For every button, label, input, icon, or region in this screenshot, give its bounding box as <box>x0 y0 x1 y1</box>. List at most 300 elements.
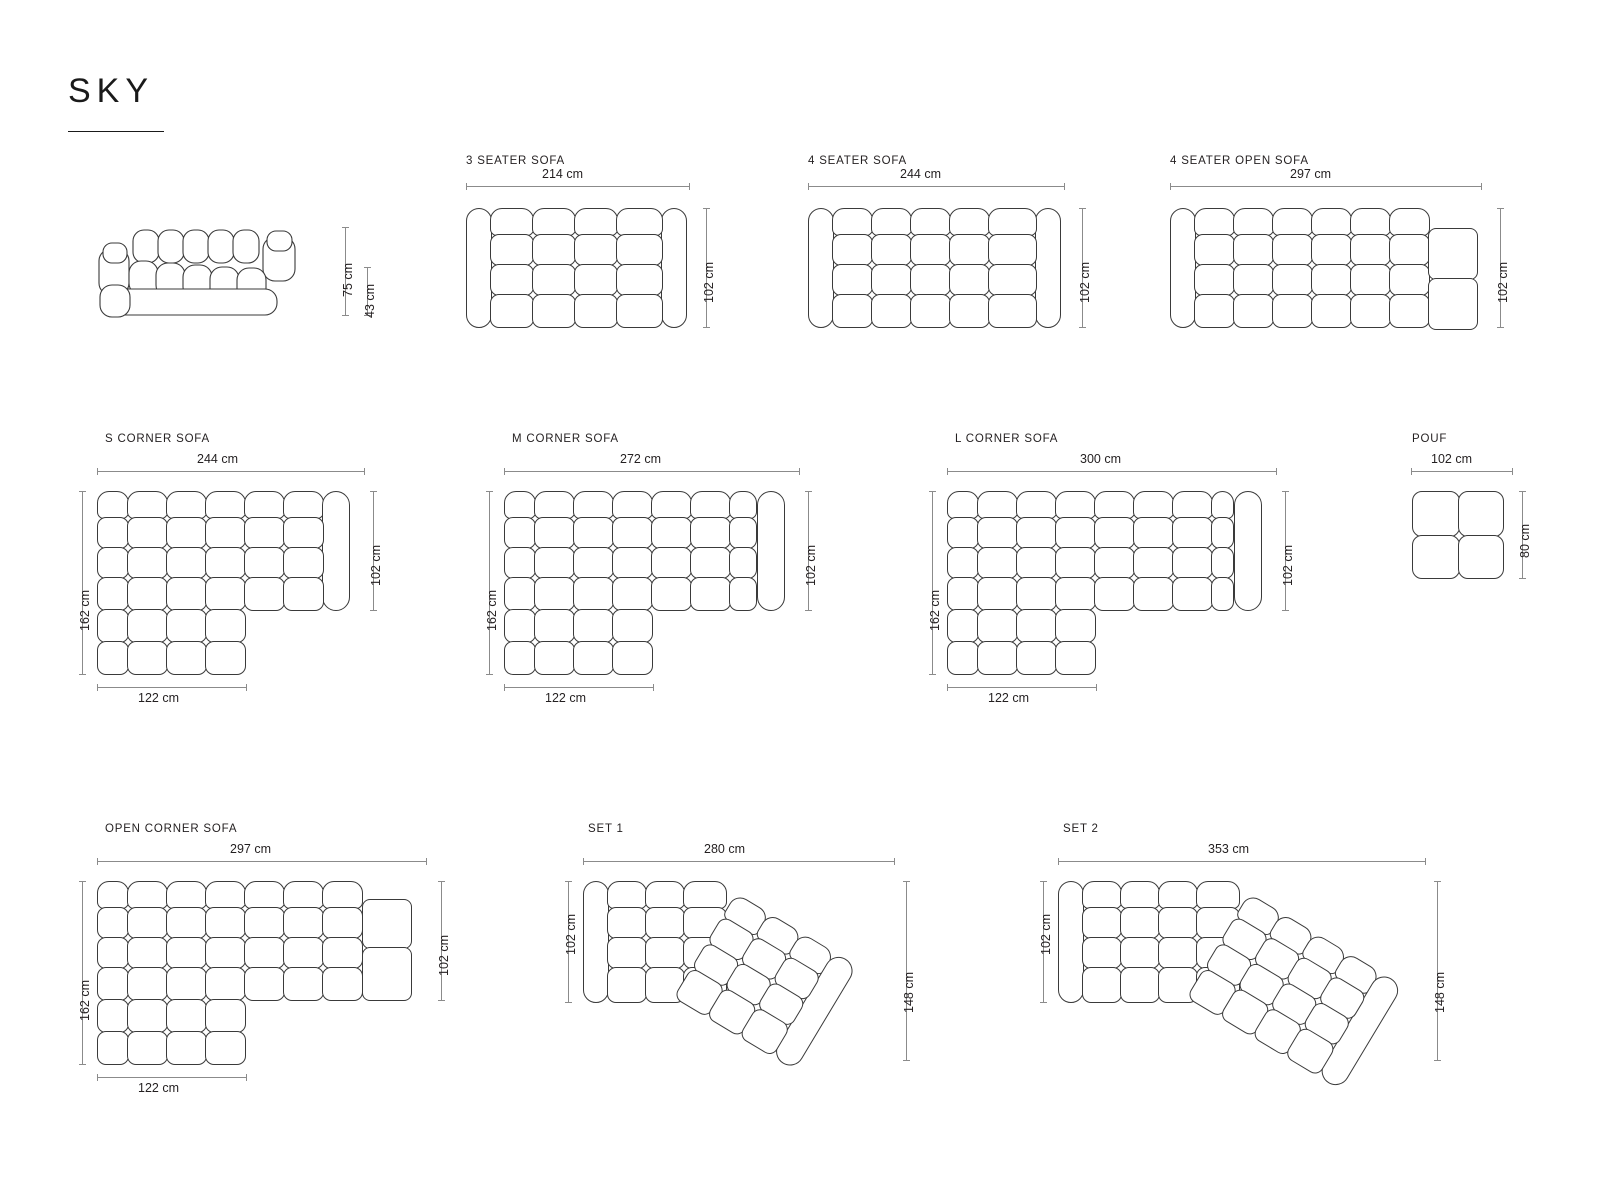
dim-value-width: 300 cm <box>1080 452 1121 466</box>
label-set-1: SET 1 <box>588 823 624 835</box>
seat-cushion <box>574 264 618 296</box>
back-cushion <box>574 208 618 236</box>
seat-cushion <box>490 294 534 328</box>
dim-line-depth-right <box>906 881 907 1061</box>
arm-left <box>1170 208 1196 328</box>
arm-right <box>661 208 687 328</box>
seat-cushion <box>283 577 324 611</box>
seat-cushion <box>244 547 285 579</box>
pouf-cushion <box>1458 491 1504 537</box>
dim-tick <box>370 610 377 611</box>
perspective-sofa <box>95 225 377 335</box>
seat-cushion <box>1120 907 1160 939</box>
dim-value-depth-right: 102 cm <box>437 935 451 976</box>
back-cushion <box>244 491 285 519</box>
dim-tick <box>703 327 710 328</box>
seat-cushion <box>690 547 731 579</box>
dim-line-bottom-width <box>97 687 247 688</box>
dim-tick <box>364 267 371 268</box>
seat-cushion <box>947 641 979 675</box>
dim-tick <box>1096 684 1097 691</box>
plan-4-seater <box>808 208 1061 328</box>
label-4-seater-sofa: 4 SEATER SOFA <box>808 155 908 167</box>
open-end-module <box>1428 228 1478 280</box>
seat-cushion <box>244 577 285 611</box>
back-cushion <box>532 208 576 236</box>
seat-cushion <box>910 234 951 266</box>
dim-value-width: 353 cm <box>1208 842 1249 856</box>
seat-cushion <box>977 547 1018 579</box>
dim-tick <box>1040 1002 1047 1003</box>
dim-tick <box>370 491 377 492</box>
seat-cushion <box>1094 577 1135 611</box>
seat-cushion <box>244 517 285 549</box>
dim-value-depth: 102 cm <box>702 262 716 303</box>
label-s-corner-sofa: S CORNER SOFA <box>105 433 210 445</box>
dim-value-depth-left: 102 cm <box>564 914 578 955</box>
dim-tick <box>438 1000 445 1001</box>
dim-tick <box>486 674 493 675</box>
dim-line-width <box>504 471 800 472</box>
seat-cushion <box>1133 577 1174 611</box>
dim-tick <box>1282 610 1289 611</box>
seat-cushion <box>127 937 168 969</box>
seat-cushion <box>1158 937 1198 969</box>
dim-tick <box>1276 468 1277 475</box>
seat-cushion <box>1272 234 1313 266</box>
seat-cushion <box>1211 577 1234 611</box>
dim-value-depth-left: 162 cm <box>928 590 942 631</box>
dim-line-depth-left <box>82 491 83 675</box>
dim-line-width <box>1170 186 1482 187</box>
dim-tick <box>1058 858 1059 865</box>
back-cushion <box>645 881 685 909</box>
seat-cushion <box>283 937 324 969</box>
seat-cushion <box>1350 294 1391 328</box>
dim-line-width <box>808 186 1065 187</box>
dim-tick <box>1512 468 1513 475</box>
back-cushion <box>1233 208 1274 236</box>
dim-tick <box>805 491 812 492</box>
dim-tick <box>653 684 654 691</box>
seat-cushion <box>949 294 990 328</box>
seat-cushion <box>947 517 979 549</box>
seat-cushion <box>504 517 536 549</box>
dim-tick <box>1170 183 1171 190</box>
seat-cushion <box>490 264 534 296</box>
seat-cushion <box>1311 264 1352 296</box>
arm-left <box>466 208 492 328</box>
dim-line-width <box>97 861 427 862</box>
seat-cushion <box>97 907 129 939</box>
seat-cushion <box>871 264 912 296</box>
plan-4-seater-open <box>1170 208 1478 328</box>
back-cushion <box>205 881 246 909</box>
arm-left <box>1058 881 1084 1003</box>
seat-cushion <box>612 609 653 643</box>
seat-cushion <box>988 294 1037 328</box>
dim-value-width: 244 cm <box>197 452 238 466</box>
seat-cushion <box>1389 264 1430 296</box>
dim-tick <box>1519 578 1526 579</box>
seat-cushion <box>729 517 757 549</box>
seat-cushion <box>871 294 912 328</box>
seat-cushion <box>504 547 536 579</box>
seat-cushion <box>1233 234 1274 266</box>
dim-value-depth: 102 cm <box>1078 262 1092 303</box>
dim-value-width: 214 cm <box>542 167 583 181</box>
dim-value-width: 102 cm <box>1431 452 1472 466</box>
dim-tick <box>903 1060 910 1061</box>
title-underline <box>68 131 164 132</box>
dim-value-bottom-width: 122 cm <box>138 1081 179 1095</box>
seat-cushion <box>205 641 246 675</box>
seat-cushion <box>573 641 614 675</box>
plan-m-corner <box>504 491 785 686</box>
seat-cushion <box>1055 517 1096 549</box>
arm-right <box>1035 208 1061 328</box>
seat-cushion <box>127 517 168 549</box>
seat-cushion <box>534 577 575 611</box>
seat-cushion <box>612 547 653 579</box>
open-end-module <box>362 947 412 1001</box>
seat-cushion <box>1194 264 1235 296</box>
seat-cushion <box>322 967 363 1001</box>
label-set-2: SET 2 <box>1063 823 1099 835</box>
back-cushion <box>166 881 207 909</box>
plan-l-corner <box>947 491 1262 686</box>
back-cushion <box>1196 881 1240 909</box>
seat-cushion <box>910 264 951 296</box>
seat-cushion <box>1055 547 1096 579</box>
dim-value-depth-left: 102 cm <box>1039 914 1053 955</box>
back-cushion <box>283 491 324 519</box>
seat-cushion <box>574 294 618 328</box>
open-end-module <box>362 899 412 949</box>
seat-cushion <box>1094 517 1135 549</box>
seat-cushion <box>1272 294 1313 328</box>
back-cushion <box>205 491 246 519</box>
dim-tick <box>808 183 809 190</box>
dim-value-width: 280 cm <box>704 842 745 856</box>
plan-s-corner <box>97 491 350 686</box>
dim-value-width: 297 cm <box>1290 167 1331 181</box>
arm-right <box>322 491 350 611</box>
seat-cushion <box>616 294 663 328</box>
seat-cushion <box>166 937 207 969</box>
seat-cushion <box>651 577 692 611</box>
dim-tick <box>97 858 98 865</box>
dim-tick <box>565 1002 572 1003</box>
back-cushion <box>871 208 912 236</box>
arm-left <box>808 208 834 328</box>
seat-cushion <box>322 937 363 969</box>
dim-tick <box>1079 208 1086 209</box>
seat-cushion <box>1016 517 1057 549</box>
seat-cushion <box>532 294 576 328</box>
seat-cushion <box>127 641 168 675</box>
seat-cushion <box>166 999 207 1033</box>
back-cushion <box>1133 491 1174 519</box>
dim-value-depth: 102 cm <box>1496 262 1510 303</box>
pouf-cushion <box>1458 535 1504 579</box>
dim-value-bottom-width: 122 cm <box>988 691 1029 705</box>
dim-line-width <box>583 861 895 862</box>
label-m-corner-sofa: M CORNER SOFA <box>512 433 619 445</box>
seat-cushion <box>616 234 663 266</box>
back-cushion <box>283 881 324 909</box>
seat-cushion <box>645 907 685 939</box>
seat-cushion <box>1082 967 1122 1003</box>
seat-cushion <box>1055 577 1096 611</box>
dim-tick <box>1411 468 1412 475</box>
label-l-corner-sofa: L CORNER SOFA <box>955 433 1059 445</box>
seat-cushion <box>651 547 692 579</box>
back-cushion <box>729 491 757 519</box>
seat-cushion <box>573 577 614 611</box>
back-cushion <box>1272 208 1313 236</box>
dim-tick <box>929 491 936 492</box>
label-open-corner-sofa: OPEN CORNER SOFA <box>105 823 238 835</box>
seat-cushion <box>832 234 873 266</box>
dim-tick <box>97 684 98 691</box>
seat-cushion <box>612 577 653 611</box>
seat-cushion <box>205 547 246 579</box>
back-cushion <box>1094 491 1135 519</box>
dim-value-width: 244 cm <box>900 167 941 181</box>
label-pouf: POUF <box>1412 433 1448 445</box>
dim-tick <box>799 468 800 475</box>
dim-value-height: 75 cm <box>341 262 355 297</box>
dim-tick <box>1497 327 1504 328</box>
seat-cushion <box>97 517 129 549</box>
back-cushion <box>504 491 536 519</box>
dim-tick <box>703 208 710 209</box>
seat-cushion <box>534 609 575 643</box>
arm-right <box>757 491 785 611</box>
seat-cushion <box>532 234 576 266</box>
seat-cushion <box>205 937 246 969</box>
back-cushion <box>573 491 614 519</box>
seat-cushion <box>988 234 1037 266</box>
dim-value-bottom-width: 122 cm <box>545 691 586 705</box>
dim-tick <box>97 1074 98 1081</box>
seat-cushion <box>1194 294 1235 328</box>
seat-cushion <box>1172 547 1213 579</box>
seat-cushion <box>166 1031 207 1065</box>
pouf-cushion <box>1412 535 1460 579</box>
dim-tick <box>342 315 349 316</box>
back-cushion <box>977 491 1018 519</box>
dim-tick <box>947 684 948 691</box>
dim-value-depth-left: 162 cm <box>485 590 499 631</box>
seat-cushion <box>612 641 653 675</box>
seat-cushion <box>244 967 285 1001</box>
seat-cushion <box>1311 294 1352 328</box>
dim-value-depth-right: 102 cm <box>1281 545 1295 586</box>
seat-cushion <box>612 517 653 549</box>
seat-cushion <box>573 609 614 643</box>
seat-cushion <box>97 609 129 643</box>
back-cushion <box>1082 881 1122 909</box>
dim-line-depth-left <box>489 491 490 675</box>
dim-line-width <box>466 186 690 187</box>
seat-cushion <box>504 577 536 611</box>
seat-cushion <box>1194 234 1235 266</box>
dim-tick <box>438 881 445 882</box>
seat-cushion <box>1389 294 1430 328</box>
dim-value-depth: 80 cm <box>1518 523 1532 558</box>
seat-cushion <box>127 907 168 939</box>
seat-cushion <box>1311 234 1352 266</box>
dim-value-depth-right: 148 cm <box>902 972 916 1013</box>
dim-tick <box>1434 1060 1441 1061</box>
dim-tick <box>1079 327 1086 328</box>
dim-tick <box>246 684 247 691</box>
back-cushion <box>1194 208 1235 236</box>
label-3-seater-sofa: 3 SEATER SOFA <box>466 155 566 167</box>
back-cushion <box>322 881 363 909</box>
seat-cushion <box>534 517 575 549</box>
back-cushion <box>1311 208 1352 236</box>
seat-cushion <box>504 609 536 643</box>
seat-cushion <box>651 517 692 549</box>
seat-cushion <box>166 577 207 611</box>
dim-value-depth-left: 162 cm <box>78 980 92 1021</box>
seat-cushion <box>1016 577 1057 611</box>
dim-line-bottom-width <box>97 1077 247 1078</box>
dim-tick <box>504 468 505 475</box>
seat-cushion <box>574 234 618 266</box>
dim-tick <box>583 858 584 865</box>
dim-line-width <box>947 471 1277 472</box>
dim-tick <box>1040 881 1047 882</box>
back-cushion <box>1120 881 1160 909</box>
dim-tick <box>903 881 910 882</box>
arm-right <box>1234 491 1262 611</box>
seat-cushion <box>244 907 285 939</box>
seat-cushion <box>690 577 731 611</box>
seat-cushion <box>947 577 979 611</box>
seat-cushion <box>283 547 324 579</box>
seat-cushion <box>949 234 990 266</box>
dim-line-width <box>1411 471 1513 472</box>
seat-cushion <box>1016 547 1057 579</box>
back-cushion <box>244 881 285 909</box>
back-cushion <box>1055 491 1096 519</box>
seat-cushion <box>977 609 1018 643</box>
back-cushion <box>988 208 1037 236</box>
dim-tick <box>79 881 86 882</box>
seat-cushion <box>97 577 129 611</box>
dim-tick <box>426 858 427 865</box>
seat-cushion <box>166 641 207 675</box>
dim-tick <box>894 858 895 865</box>
arm-left <box>583 881 609 1003</box>
seat-cushion <box>1082 937 1122 969</box>
seat-cushion <box>607 937 647 969</box>
seat-cushion <box>573 517 614 549</box>
seat-cushion <box>1172 517 1213 549</box>
back-cushion <box>690 491 731 519</box>
back-cushion <box>97 491 129 519</box>
seat-cushion <box>205 907 246 939</box>
seat-cushion <box>949 264 990 296</box>
seat-cushion <box>97 937 129 969</box>
back-cushion <box>490 208 534 236</box>
dim-tick <box>1519 491 1526 492</box>
back-cushion <box>127 491 168 519</box>
seat-cushion <box>1272 264 1313 296</box>
seat-cushion <box>205 967 246 1001</box>
seat-cushion <box>205 999 246 1033</box>
seat-cushion <box>205 577 246 611</box>
seat-cushion <box>283 517 324 549</box>
dim-tick <box>504 684 505 691</box>
dim-tick <box>466 183 467 190</box>
seat-cushion <box>127 967 168 1001</box>
seat-cushion <box>1211 547 1234 579</box>
seat-cushion <box>166 967 207 1001</box>
seat-cushion <box>166 609 207 643</box>
seat-cushion <box>988 264 1037 296</box>
seat-cushion <box>1133 547 1174 579</box>
dim-tick <box>97 468 98 475</box>
dim-tick <box>79 491 86 492</box>
seat-cushion <box>947 547 979 579</box>
seat-cushion <box>1350 234 1391 266</box>
dim-tick <box>364 468 365 475</box>
seat-cushion <box>205 517 246 549</box>
dim-tick <box>486 491 493 492</box>
dim-value-seat-height: 43 cm <box>363 283 377 318</box>
dim-value-width: 297 cm <box>230 842 271 856</box>
seat-cushion <box>127 1031 168 1065</box>
open-end-module <box>1428 278 1478 330</box>
seat-cushion <box>166 547 207 579</box>
seat-cushion <box>127 999 168 1033</box>
seat-cushion <box>1055 609 1096 643</box>
back-cushion <box>1350 208 1391 236</box>
seat-cushion <box>1233 264 1274 296</box>
seat-cushion <box>1055 641 1096 675</box>
seat-cushion <box>1133 517 1174 549</box>
seat-cushion <box>1016 641 1057 675</box>
seat-cushion <box>690 517 731 549</box>
back-cushion <box>616 208 663 236</box>
back-cushion <box>1158 881 1198 909</box>
seat-cushion <box>1094 547 1135 579</box>
dim-tick <box>929 674 936 675</box>
seat-cushion <box>127 577 168 611</box>
back-cushion <box>1016 491 1057 519</box>
dim-line-bottom-width <box>504 687 654 688</box>
seat-cushion <box>97 641 129 675</box>
seat-cushion <box>504 641 536 675</box>
seat-cushion <box>832 294 873 328</box>
seat-cushion <box>645 937 685 969</box>
seat-cushion <box>947 609 979 643</box>
dim-value-depth-right: 102 cm <box>369 545 383 586</box>
dim-line-bottom-width <box>947 687 1097 688</box>
dim-tick <box>1497 208 1504 209</box>
page-title: SKY <box>68 72 155 110</box>
dim-tick <box>805 610 812 611</box>
seat-cushion <box>205 1031 246 1065</box>
dim-line-depth-right <box>1437 881 1438 1061</box>
plan-open-corner <box>97 881 417 1076</box>
seat-cushion <box>1350 264 1391 296</box>
